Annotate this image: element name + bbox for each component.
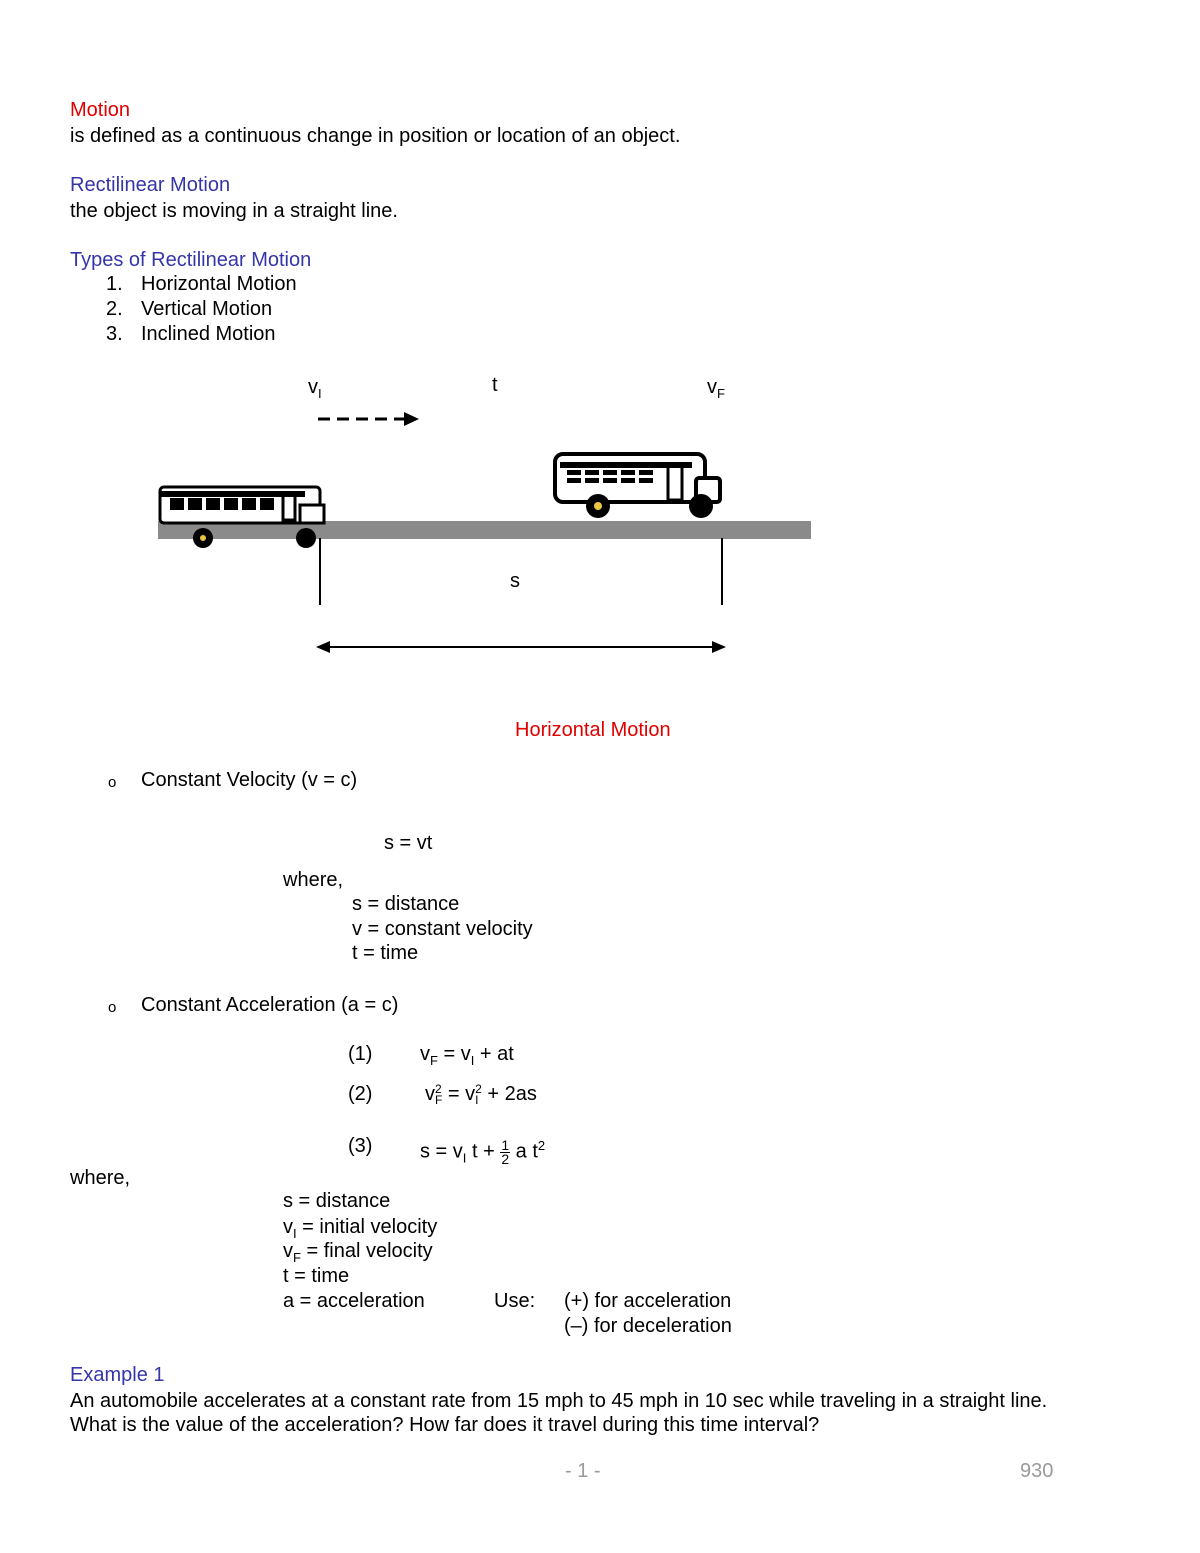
constant-velocity-title: Constant Velocity (v = c)	[141, 769, 358, 791]
list-item-number: 1.	[106, 273, 123, 295]
bullet: o	[108, 999, 117, 1016]
equation-number: (3)	[348, 1135, 373, 1157]
document-number: 930	[1020, 1460, 1054, 1482]
use-item: (–) for deceleration	[564, 1315, 732, 1337]
velocity-arrow	[318, 412, 419, 426]
where-label: where,	[283, 869, 344, 891]
rectilinear-definition: the object is moving in a straight line.	[70, 200, 398, 222]
definition-line: t = time	[283, 1265, 350, 1287]
distance-label: s	[510, 570, 520, 592]
definition-line: v = constant velocity	[352, 918, 533, 940]
definition-line: s = distance	[352, 893, 460, 915]
definition-line: a = acceleration	[283, 1290, 425, 1312]
definition-line: t = time	[352, 942, 419, 964]
bus-icon-final	[555, 454, 720, 518]
list-item-number: 3.	[106, 323, 123, 345]
equation-1: $v_F = v_I$ + at	[420, 1043, 514, 1068]
example-heading: Example 1	[70, 1364, 165, 1386]
definition-line: $v_F$ = final velocity	[283, 1240, 433, 1265]
use-item: (+) for acceleration	[564, 1290, 732, 1312]
fraction-one-half: $\frac{1}{2}$	[501, 1136, 510, 1167]
equation-number: (1)	[348, 1043, 373, 1065]
where-label: where,	[70, 1167, 131, 1189]
rectilinear-heading: Rectilinear Motion	[70, 174, 231, 196]
list-item: Vertical Motion	[141, 298, 273, 320]
motion-diagram	[0, 0, 1200, 700]
page-number: - 1 -	[565, 1460, 601, 1482]
formula-s-vt: s = vt	[384, 832, 433, 854]
example-text-line: An automobile accelerates at a constant rate from 15 mph to 45 mph in 10 sec while traveling in a straight line.	[70, 1390, 1048, 1412]
definition-line: s = distance	[283, 1190, 391, 1212]
bullet: o	[108, 774, 117, 791]
horizontal-motion-heading: Horizontal Motion	[515, 719, 671, 741]
motion-definition: is defined as a continuous change in position or location of an object.	[70, 125, 681, 147]
final-velocity-label: $v_F$	[707, 376, 725, 401]
time-label: t	[492, 374, 498, 396]
list-item: Horizontal Motion	[141, 273, 297, 295]
example-text-line: What is the value of the acceleration? How far does it travel during this time interval?	[70, 1414, 820, 1436]
initial-velocity-label: $v_I$	[308, 376, 322, 401]
motion-heading: Motion	[70, 99, 131, 121]
list-item: Inclined Motion	[141, 323, 276, 345]
equation-3: $s = v_I$ t + $\frac{1}{2}$ a $t^2$	[420, 1136, 546, 1167]
equation-number: (2)	[348, 1083, 373, 1105]
constant-acceleration-title: Constant Acceleration (a = c)	[141, 994, 399, 1016]
types-heading: Types of Rectilinear Motion	[70, 249, 312, 271]
list-item-number: 2.	[106, 298, 123, 320]
use-label: Use:	[494, 1290, 536, 1312]
distance-arrow	[316, 641, 726, 653]
equation-2: v 2 F = v 2 I + 2as	[425, 1081, 537, 1107]
definition-line: $v_I$ = initial velocity	[283, 1216, 438, 1241]
